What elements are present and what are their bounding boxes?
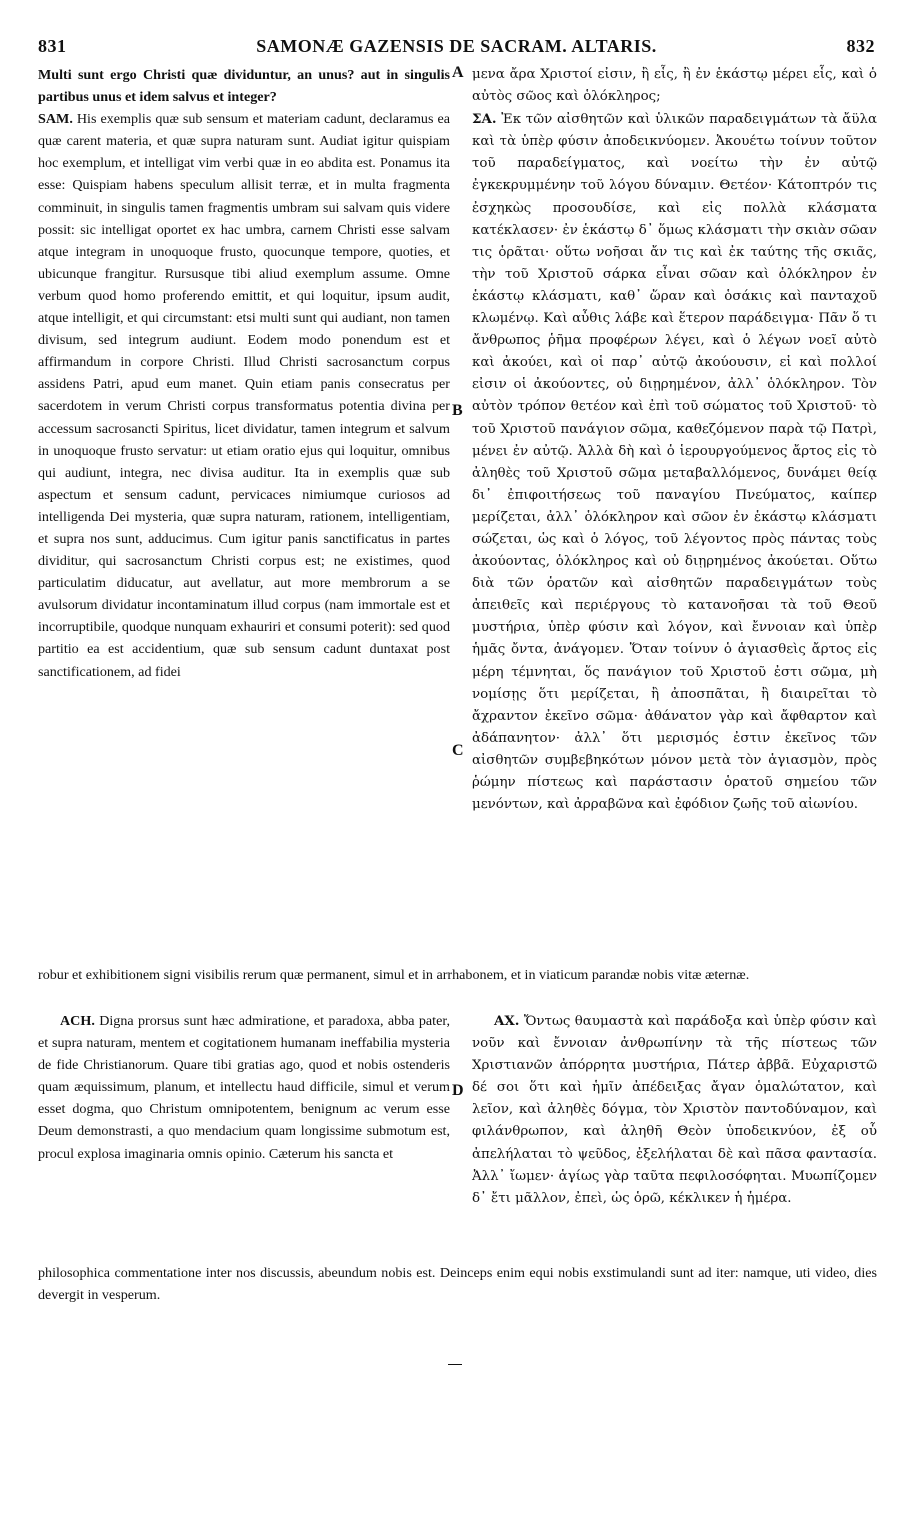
latin-question: Multi sunt ergo Christi quæ dividuntur, an unus? aut in singulis partibus unus et idem salvus et integer?	[38, 67, 450, 106]
latin-fullwidth-continuation: robur et exhibitionem signi visibilis rerum quæ permanent, simul et in arrhabonem, et in viaticum parandæ nobis vitæ æternæ.	[38, 967, 750, 983]
speaker-label: SAM.	[38, 111, 73, 128]
page-number-left: 831	[38, 36, 67, 56]
latin-column-bottom	[38, 1010, 450, 1165]
page-number-right: 832	[846, 36, 875, 56]
section-marker-b: B	[452, 402, 463, 419]
running-title: SAMONÆ GAZENSIS DE SACRAM. ALTARIS.	[256, 36, 657, 56]
greek-column-top	[472, 64, 877, 816]
greek-column-bottom	[472, 1010, 877, 1210]
latin-ach-text: Digna prorsus sunt hæc admiratione, et paradoxa, abba pater, et supra naturam, mentem et cogitationem humanam ineffabilia mysteria de fide Christianorum. Quare tibi gratias ago, quod et nobis ostenderis quam æquissimum, planum, et intellectu haud difficile, simul et verum esset dogma, quo Christum omnipotentem, benignum ac verum esse Deum demonstrasti, a quo mendacium quam longissime submotum est, procul explosa imaginaria omnis opinio. Cæterum his sancta et	[38, 1013, 451, 1162]
end-rule	[448, 1364, 462, 1365]
speaker-label: ΑΧ.	[494, 1013, 520, 1029]
latin-closing-text: philosophica commentatione inter nos discussis, abeundum nobis est. Deinceps enim equi nobis exstimulandi sunt ad iter: namque, uti video, dies devergit in vesperum.	[38, 1265, 877, 1304]
greek-ach-text: Ὄντως θαυμαστὰ καὶ παράδοξα καὶ ὑπὲρ φύσιν καὶ νοῦν καὶ ἔννοιαν ἀνθρωπίνην τὰ τῆς πίστεως τῶν Χριστιανῶν ἀπόρρητα μυστήρια, Πάτερ ἀββᾶ. Εὐχαριστῶ δέ σοι ὅτι καὶ ἡμῖν ἀπέδειξας ἄγαν ὁμαλώτατον, καὶ λεῖον, καὶ ἀληθὲς δόγμα, τὸν Χριστὸν παντοδύναμον, καὶ φιλάνθρωπον, καὶ ἀληθῆ Θεὸν ὑποδεικνύον, ἐξ οὗ ἀπελήλαται τὸ ψεῦδος, ἐξελήλαται δὲ καὶ πᾶσα φαντασία. Ἀλλ᾽ ἴωμεν· ἁγίως γὰρ ταῦτα πεφιλοσόφηται. Μυωπίζομεν δ᾽ ἔτι μᾶλλον, ἐπεὶ, ὡς ὁρῶ, κέκλικεν ἡ ἡμέρα.	[472, 1014, 877, 1206]
latin-column-top	[38, 64, 450, 683]
speaker-label: ACH.	[60, 1013, 95, 1029]
greek-question: μενα ἄρα Χριστοί εἰσιν, ἢ εἷς, ἢ ἐν ἑκάστῳ μέρει εἷς, καὶ ὁ αὐτὸς σῶος καὶ ὁλόκληρος;	[472, 67, 877, 105]
latin-samonas-reply	[38, 108, 450, 682]
section-marker-d: D	[452, 1082, 464, 1099]
greek-achillas-reply	[472, 1010, 877, 1210]
section-marker-c: C	[452, 742, 464, 759]
latin-reply-text: His exemplis quæ sub sensum et materiam cadunt, declaramus ea quæ carent materia, et quæ supra naturam sunt. Audiat igitur quispiam hoc exemplum, et intelligat vim verbi quæ in eo abdita est. Ponamus ita esse: Quispiam habens speculum allisit terræ, et in multa fragmenta comminuit, in singulis tamen fragmentis umbram sui salvam quis videre possit: sic intelligat oportet ex hac umbra, carnem Christi esse salvam atque integram in unoquoque frusto, quocunque tempore, quoties, et ubicunque frangitur. Rursusque tibi aliud exemplum assume. Omne verbum quod homo proferendo emittit, et qui loquitur, ipsum audit, atque intelligit, et qui circumstant: etsi multi sunt qui audiant, non tamen divisum, sed integrum audiunt. Eodem modo ponendum est et affirmandum in corpore Christi. Illud Christi sacrosanctum corpus assidens Patri, apud eum manet. Quin etiam panis consecratus per sacerdotem in verum Christi corpus transformatus potentia divina per accessum sacrosancti Spiritus, licet dividatur, tamen integrum et salvum in unoquoque frusto servatur: ut etiam oratio ejus qui loquitur, omnibus qui audiunt, integra, nec divisa auditur. Ita in exemplis quæ sub aspectum et sensum cadunt, pervicaces nimiumque curiosos ad intelligenda Dei mysteria, quæ supra naturam, rationem, intelligentiam, et supra nos sunt, adducimus. Cum igitur panis sanctificatus in partes dividitur, qui sacrosanctum Christi corpus est; ne existimes, quod particulatim diducatur, aut avellatur, aut more membrorum a se avulsorum dividatur incontaminatum illud corpus (nam immortale est et incorruptibile, quodque nunquam exhauriri et consumi poterit): sed quod partitio ea est accidentium, quæ sub sensum cadunt duntaxat post sanctificationem, ad fidei	[38, 111, 450, 680]
speaker-label: ΣΑ.	[472, 111, 497, 128]
latin-achillas-reply	[38, 1010, 450, 1165]
greek-samonas-reply	[472, 108, 877, 816]
greek-reply-text: Ἐκ τῶν αἰσθητῶν καὶ ὑλικῶν παραδειγμάτων τὰ ἄϋλα καὶ τὰ ὑπὲρ φύσιν ἀποδεικνύομεν. Ἀκουέτω τοίνυν τοῦτον τοῦ παραδείγματος, καὶ νοείτω τὴν ἐν αὐτῷ ἐγκεκρυμμένην τοῦ λόγου δύναμιν. Θετέον· Κάτοπτρόν τις ἐσχηκὼς προσουδίσε, καὶ εἰς πολλὰ κλάσματα κατέκλασεν· ἐν ἑκάστῳ δ᾽ ὅμως κλάσματι τὴν σκιὰν σῶαν τις ὁρᾶται· οὕτω νοῆσαι ἄν τις καὶ ἐκ ταύτης τῆς σκιᾶς, τὴν τοῦ Χριστοῦ σάρκα εἶναι σῶαν καὶ ὁλόκληρον ἐν ἑκάστῳ κλάσματι, καθ᾽ ὥραν καὶ ὁσάκις καὶ πανταχοῦ κλωμένῳ. Καὶ αὖθις λάβε καὶ ἕτερον παράδειγμα· Πᾶν ὅ τι ἄνθρωπος ῥῆμα προφέρων λέγει, καὶ ὁ λέγων νοεῖ αὐτὸ καὶ ἀκούει, καὶ οἱ παρ᾽ αὐτῷ ἀκούουσιν, εἰ καὶ πολλοί εἰσιν οἱ ἀκούοντες, οὐ διῃρημένον, ἀλλ᾽ ὁλόκληρον. Τὸν αὐτὸν τρόπον θετέον καὶ ἐπὶ τοῦ σώματος τοῦ Χριστοῦ· τὸ τοῦ Χριστοῦ πανάγιον σῶμα, καθεζόμενον παρὰ τῷ Πατρὶ, μένει ἐν αὐτῷ. Ἀλλὰ δὴ καὶ ὁ ἱερουργούμενος ἄρτος εἰς τὸ ἀληθὲς τοῦ Χριστοῦ σῶμα μεταβαλλόμενος, δυνάμει θείᾳ δι᾽ ἐπιφοιτήσεως τοῦ παναγίου Πνεύματος, καίπερ μερίζεται, ἀλλ᾽ ὁλόκληρον καὶ σῶον ἐν ἑκάστῳ κλάσματι σώζεται, ὡς καὶ ὁ λόγος, τοῦ λέγοντος πρὸς πάντας τοὺς ἀκούοντας, ὁλόκληρος καὶ οὐ διῃρημένος ἀκούεται. Οὕτω διὰ τῶν ὁρατῶν καὶ αἰσθητῶν παραδειγμάτων τοὺς ἀπειθεῖς καὶ περιέργους τὸ κατανοῆσαι τὰ τοῦ Θεοῦ μυστήρια, ὑπὲρ φύσιν καὶ λόγον, καὶ ἔννοιαν καὶ ὑπὲρ ἡμᾶς ὄντα, ἀνάγομεν. Ὅταν τοίνυν ὁ ἁγιασθεὶς ἄρτος εἰς μέρη τέμνηται, ὅς πανάγιον τοῦ Χριστοῦ ἐστι σῶμα, μὴ νομίσῃς ὅτι μερίζεται, ἢ ἀποσπᾶται, ἢ διαιρεῖται τὸ ἄχραντον ἐκεῖνο σῶμα· ἀθάνατον γὰρ καὶ ἄφθαρτον καὶ ἀδάπανητον· ἀλλ᾽ ὅτι μερισμός ἐστιν ἐκεῖνος τῶν αἰσθητῶν συμβεβηκότων μόνον μετὰ τὸν ἁγιασμὸν, πρὸς ῥώμην πίστεως καὶ παράστασιν ὁρατοῦ σημείου τῶν μενόντων, καὶ ἀρραβῶνα καὶ ἐφόδιον ζωῆς τοῦ αἰωνίου.	[472, 112, 877, 813]
section-marker-a: A	[452, 64, 464, 81]
